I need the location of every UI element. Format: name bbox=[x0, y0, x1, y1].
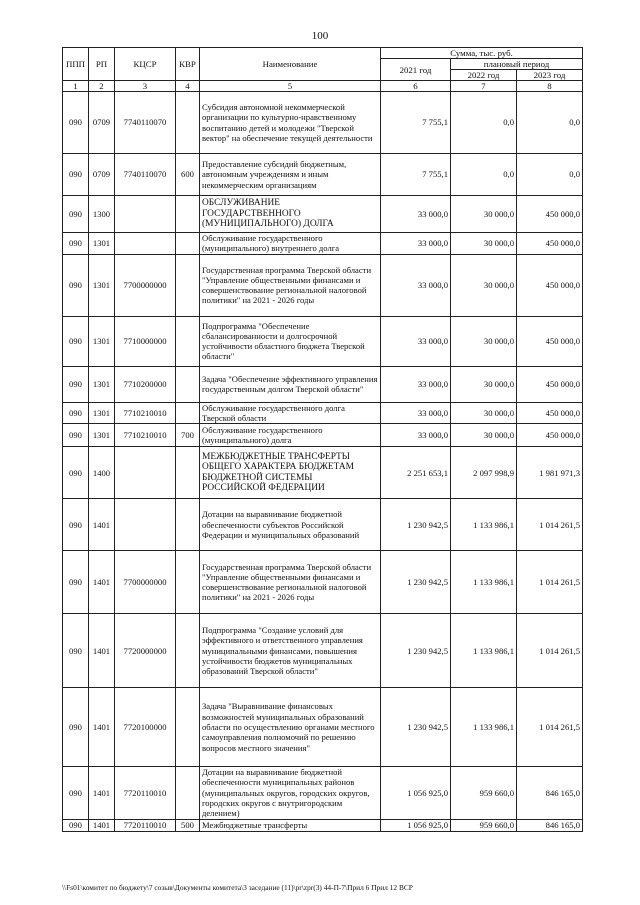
cell-2021: 1 056 925,0 bbox=[381, 819, 451, 831]
header-col-number: 7 bbox=[451, 81, 517, 92]
cell-rp: 0709 bbox=[89, 92, 115, 154]
cell-ppp: 090 bbox=[63, 154, 89, 196]
cell-2023: 846 165,0 bbox=[517, 819, 583, 831]
cell-ppp: 090 bbox=[63, 254, 89, 316]
cell-ppp: 090 bbox=[63, 196, 89, 233]
header-2022: 2022 год bbox=[451, 70, 517, 81]
cell-name: Межбюджетные трансферты bbox=[200, 819, 381, 831]
cell-kcsr: 7720110010 bbox=[115, 819, 176, 831]
cell-kcsr bbox=[115, 233, 176, 255]
cell-kvr bbox=[176, 551, 200, 614]
cell-rp: 1301 bbox=[89, 233, 115, 255]
table-body bbox=[63, 92, 583, 832]
table-row bbox=[63, 92, 583, 154]
cell-rp: 1301 bbox=[89, 254, 115, 316]
cell-rp: 1401 bbox=[89, 614, 115, 688]
header-rp: РП bbox=[89, 48, 115, 81]
cell-ppp: 090 bbox=[63, 614, 89, 688]
cell-kvr bbox=[176, 92, 200, 154]
cell-kvr: 500 bbox=[176, 819, 200, 831]
cell-2022: 1 133 986,1 bbox=[451, 614, 517, 688]
header-col-number: 5 bbox=[200, 81, 381, 92]
cell-kcsr: 7700000000 bbox=[115, 254, 176, 316]
cell-2022: 30 000,0 bbox=[451, 316, 517, 366]
cell-rp: 1301 bbox=[89, 424, 115, 447]
cell-rp: 1301 bbox=[89, 316, 115, 366]
cell-name: Дотации на выравнивание бюджетной обеспеченности субъектов Российской Федерации и муниципальных образований bbox=[200, 499, 381, 551]
cell-name: ОБСЛУЖИВАНИЕ ГОСУДАРСТВЕННОГО (МУНИЦИПАЛЬНОГО) ДОЛГА bbox=[200, 196, 381, 233]
cell-kcsr: 7700000000 bbox=[115, 551, 176, 614]
cell-2023: 1 014 261,5 bbox=[517, 688, 583, 767]
header-col-number: 4 bbox=[176, 81, 200, 92]
cell-kcsr bbox=[115, 447, 176, 499]
table-row bbox=[63, 551, 583, 614]
cell-ppp: 090 bbox=[63, 402, 89, 424]
cell-2022: 30 000,0 bbox=[451, 424, 517, 447]
header-kcsr: КЦСР bbox=[115, 48, 176, 81]
cell-2022: 30 000,0 bbox=[451, 196, 517, 233]
cell-rp: 1401 bbox=[89, 819, 115, 831]
cell-2022: 1 133 986,1 bbox=[451, 551, 517, 614]
cell-name: Предоставление субсидий бюджетным, автономным учреждениям и иным некоммерческим организациям bbox=[200, 154, 381, 196]
cell-kvr bbox=[176, 316, 200, 366]
cell-name: Государственная программа Тверской области "Управление общественными финансами и совершенствование региональной налоговой политики" на 2021 - 2026 годы bbox=[200, 551, 381, 614]
cell-kvr bbox=[176, 254, 200, 316]
cell-kcsr: 7720110010 bbox=[115, 767, 176, 819]
cell-kvr bbox=[176, 196, 200, 233]
header-kvr: КВР bbox=[176, 48, 200, 81]
table-row bbox=[63, 447, 583, 499]
cell-ppp: 090 bbox=[63, 233, 89, 255]
cell-rp: 0709 bbox=[89, 154, 115, 196]
cell-kvr bbox=[176, 233, 200, 255]
cell-name: Обслуживание государственного (муниципального) внутреннего долга bbox=[200, 233, 381, 255]
cell-name: МЕЖБЮДЖЕТНЫЕ ТРАНСФЕРТЫ ОБЩЕГО ХАРАКТЕРА БЮДЖЕТАМ БЮДЖЕТНОЙ СИСТЕМЫ РОССИЙСКОЙ ФЕДЕРАЦИИ bbox=[200, 447, 381, 499]
cell-name: Подпрограмма "Обеспечение сбалансированности и долгосрочной устойчивости областного бюджета Тверской области" bbox=[200, 316, 381, 366]
cell-2023: 1 014 261,5 bbox=[517, 614, 583, 688]
cell-name: Государственная программа Тверской области "Управление общественными финансами и совершенствование региональной налоговой политики" на 2021 - 2026 годы bbox=[200, 254, 381, 316]
header-plan-period: плановый период bbox=[451, 59, 583, 70]
table-row bbox=[63, 154, 583, 196]
header-col-number: 6 bbox=[381, 81, 451, 92]
cell-2022: 1 133 986,1 bbox=[451, 688, 517, 767]
cell-kvr bbox=[176, 499, 200, 551]
cell-2021: 33 000,0 bbox=[381, 366, 451, 402]
table-row bbox=[63, 254, 583, 316]
table-row bbox=[63, 233, 583, 255]
cell-name: Субсидия автономной некоммерческой организации по культурно-нравственному воспитанию детей и молодежи "Тверской вектор" на обеспечение текущей деятельности bbox=[200, 92, 381, 154]
cell-2023: 450 000,0 bbox=[517, 316, 583, 366]
cell-rp: 1401 bbox=[89, 551, 115, 614]
table-header bbox=[63, 48, 583, 92]
cell-ppp: 090 bbox=[63, 767, 89, 819]
cell-ppp: 090 bbox=[63, 688, 89, 767]
cell-2021: 1 230 942,5 bbox=[381, 551, 451, 614]
header-col-number: 2 bbox=[89, 81, 115, 92]
cell-2021: 2 251 653,1 bbox=[381, 447, 451, 499]
cell-rp: 1301 bbox=[89, 402, 115, 424]
table-row bbox=[63, 196, 583, 233]
cell-kvr: 700 bbox=[176, 424, 200, 447]
cell-2021: 33 000,0 bbox=[381, 254, 451, 316]
table-row bbox=[63, 366, 583, 402]
cell-kcsr bbox=[115, 499, 176, 551]
cell-2021: 33 000,0 bbox=[381, 233, 451, 255]
table-row bbox=[63, 316, 583, 366]
file-path-footer: \\Fs01\комитет по бюджету\7 созыв\Документы комитета\3 заседание (11)\pr\zpr(3) 44-П-7\Прил 6 Прил 12 ВСР bbox=[62, 883, 413, 892]
cell-2023: 450 000,0 bbox=[517, 254, 583, 316]
header-2021: 2021 год bbox=[381, 59, 451, 81]
cell-rp: 1401 bbox=[89, 499, 115, 551]
cell-2021: 33 000,0 bbox=[381, 196, 451, 233]
cell-2022: 1 133 986,1 bbox=[451, 499, 517, 551]
cell-2021: 33 000,0 bbox=[381, 316, 451, 366]
header-2023: 2023 год bbox=[517, 70, 583, 81]
cell-name: Подпрограмма "Создание условий для эффективного и ответственного управления муниципальными финансами, повышения устойчивости бюджетов муниципальных образований Тверской области" bbox=[200, 614, 381, 688]
cell-kcsr: 7720100000 bbox=[115, 688, 176, 767]
table-row bbox=[63, 614, 583, 688]
budget-table bbox=[62, 47, 583, 832]
cell-kcsr: 7710210010 bbox=[115, 424, 176, 447]
cell-kvr bbox=[176, 402, 200, 424]
cell-2023: 0,0 bbox=[517, 154, 583, 196]
cell-2023: 1 981 971,3 bbox=[517, 447, 583, 499]
cell-2022: 30 000,0 bbox=[451, 366, 517, 402]
cell-2021: 1 230 942,5 bbox=[381, 614, 451, 688]
cell-kvr bbox=[176, 688, 200, 767]
cell-kvr bbox=[176, 366, 200, 402]
cell-2023: 0,0 bbox=[517, 92, 583, 154]
cell-ppp: 090 bbox=[63, 316, 89, 366]
cell-ppp: 090 bbox=[63, 366, 89, 402]
cell-ppp: 090 bbox=[63, 499, 89, 551]
cell-ppp: 090 bbox=[63, 447, 89, 499]
cell-2022: 30 000,0 bbox=[451, 402, 517, 424]
cell-rp: 1301 bbox=[89, 366, 115, 402]
cell-2023: 450 000,0 bbox=[517, 424, 583, 447]
cell-kvr bbox=[176, 767, 200, 819]
table-row bbox=[63, 424, 583, 447]
header-name: Наименование bbox=[200, 48, 381, 81]
cell-2021: 7 755,1 bbox=[381, 92, 451, 154]
table-row bbox=[63, 819, 583, 831]
header-col-number: 8 bbox=[517, 81, 583, 92]
table-row bbox=[63, 499, 583, 551]
cell-2022: 30 000,0 bbox=[451, 233, 517, 255]
cell-name: Дотации на выравнивание бюджетной обеспеченности муниципальных районов (муниципальных округов, городских округов, городских округов с внутригородским делением) bbox=[200, 767, 381, 819]
cell-name: Задача "Выравнивание финансовых возможностей муниципальных образований области по осуществлению органами местного самоуправления полномочий по решению вопросов местного значения" bbox=[200, 688, 381, 767]
cell-ppp: 090 bbox=[63, 424, 89, 447]
cell-2022: 0,0 bbox=[451, 154, 517, 196]
cell-2021: 33 000,0 bbox=[381, 402, 451, 424]
table-row bbox=[63, 767, 583, 819]
cell-rp: 1400 bbox=[89, 447, 115, 499]
header-col-number: 1 bbox=[63, 81, 89, 92]
cell-kcsr: 7710200000 bbox=[115, 366, 176, 402]
cell-kcsr: 7740110070 bbox=[115, 154, 176, 196]
cell-ppp: 090 bbox=[63, 92, 89, 154]
header-ppp: ППП bbox=[63, 48, 89, 81]
cell-2023: 846 165,0 bbox=[517, 767, 583, 819]
cell-2022: 0,0 bbox=[451, 92, 517, 154]
cell-2021: 1 056 925,0 bbox=[381, 767, 451, 819]
cell-name: Обслуживание государственного (муниципального) долга bbox=[200, 424, 381, 447]
header-col-number: 3 bbox=[115, 81, 176, 92]
cell-name: Обслуживание государственного долга Тверской области bbox=[200, 402, 381, 424]
cell-2021: 7 755,1 bbox=[381, 154, 451, 196]
cell-2022: 2 097 998,9 bbox=[451, 447, 517, 499]
cell-2023: 1 014 261,5 bbox=[517, 551, 583, 614]
cell-ppp: 090 bbox=[63, 551, 89, 614]
cell-kcsr: 7740110070 bbox=[115, 92, 176, 154]
cell-2021: 33 000,0 bbox=[381, 424, 451, 447]
cell-2021: 1 230 942,5 bbox=[381, 688, 451, 767]
cell-2023: 450 000,0 bbox=[517, 233, 583, 255]
cell-kcsr: 7710210010 bbox=[115, 402, 176, 424]
cell-2022: 959 660,0 bbox=[451, 767, 517, 819]
table-row bbox=[63, 402, 583, 424]
header-sum: Сумма, тыс. руб. bbox=[381, 48, 583, 59]
page-number: 100 bbox=[311, 30, 329, 42]
cell-ppp: 090 bbox=[63, 819, 89, 831]
cell-kcsr: 7710000000 bbox=[115, 316, 176, 366]
cell-rp: 1401 bbox=[89, 688, 115, 767]
cell-kvr bbox=[176, 614, 200, 688]
cell-2023: 1 014 261,5 bbox=[517, 499, 583, 551]
cell-rp: 1401 bbox=[89, 767, 115, 819]
cell-2022: 959 660,0 bbox=[451, 819, 517, 831]
cell-2023: 450 000,0 bbox=[517, 196, 583, 233]
cell-kvr bbox=[176, 447, 200, 499]
cell-2023: 450 000,0 bbox=[517, 402, 583, 424]
cell-2023: 450 000,0 bbox=[517, 366, 583, 402]
cell-kvr: 600 bbox=[176, 154, 200, 196]
cell-2021: 1 230 942,5 bbox=[381, 499, 451, 551]
cell-rp: 1300 bbox=[89, 196, 115, 233]
cell-kcsr bbox=[115, 196, 176, 233]
table-row bbox=[63, 688, 583, 767]
cell-kcsr: 7720000000 bbox=[115, 614, 176, 688]
cell-2022: 30 000,0 bbox=[451, 254, 517, 316]
cell-name: Задача "Обеспечение эффективного управления государственным долгом Тверской области" bbox=[200, 366, 381, 402]
